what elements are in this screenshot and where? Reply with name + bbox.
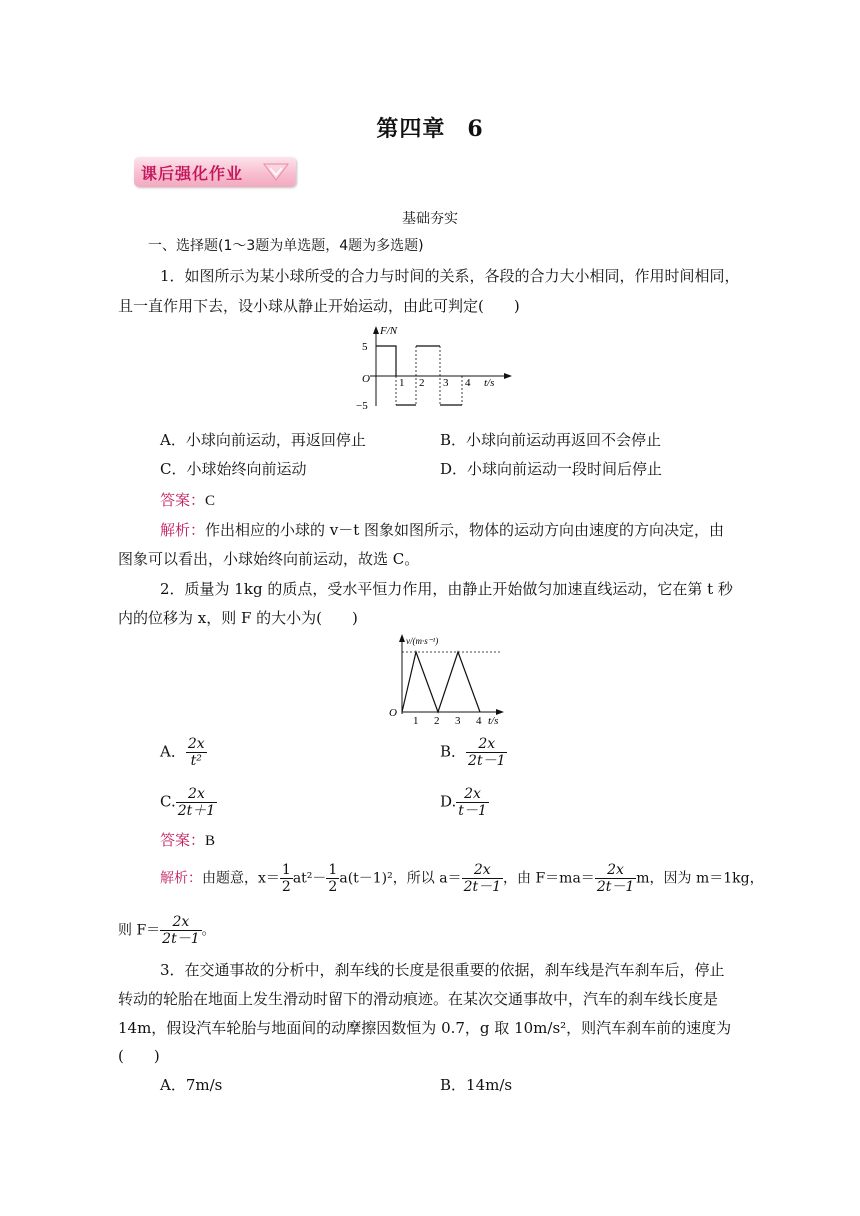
q1-y-tick: −5	[356, 400, 368, 412]
q1-explanation-line1	[160, 520, 724, 540]
answer-label: 答案：	[160, 491, 206, 509]
q2-option-b[interactable]	[440, 736, 507, 769]
q1-text-line2: 且一直作用下去，设小球从静止开始运动，由此可判定( )	[118, 297, 520, 315]
frac-num: 2x	[607, 862, 624, 878]
q2-text-line1: 2．质量为 1kg 的质点，受水平恒力作用，由静止开始做匀加速直线运动，它在第 t 秒	[160, 580, 733, 598]
option-label: A．	[160, 742, 186, 761]
explanation-text: m，因为 m＝1kg，	[636, 870, 764, 887]
q2-option-a[interactable]	[160, 736, 207, 769]
q2-x-tick: 2	[434, 715, 440, 726]
q1-x-axis-label: t/s	[484, 377, 495, 389]
frac-num: 2x	[473, 862, 491, 878]
q2-x-axis-label: t/s	[488, 715, 499, 726]
frac-den: 2t－1	[596, 879, 635, 895]
frac-num: 2x	[464, 786, 481, 802]
option-label: D.	[440, 792, 457, 811]
q2-option-d[interactable]	[440, 786, 489, 819]
frac-den: 2t－1	[468, 753, 506, 769]
explanation-text: 作出相应的小球的 v－t 图象如图所示，物体的运动方向由速度的方向决定，由	[205, 521, 725, 539]
q1-option-c[interactable]: C．小球始终向前运动	[160, 460, 307, 478]
answer-label: 答案：	[160, 831, 206, 849]
q1-answer	[160, 490, 215, 511]
q3-text-line4: ( )	[118, 1047, 160, 1065]
q1-origin: O	[362, 373, 370, 385]
part-heading: 一、选择题(1～3题为单选题，4题为多选题)	[148, 238, 424, 254]
explanation-text: 。	[201, 922, 216, 939]
frac-den: 2	[281, 879, 291, 895]
q1-x-tick: 2	[419, 377, 425, 389]
q1-option-b[interactable]: B．小球向前运动再返回不会停止	[440, 431, 662, 449]
q3-text-line3: 14m，假设汽车轮胎与地面间的动摩擦因数恒为 0.7，g 取 10m/s²，则汽车刹车前的速度为	[118, 1019, 732, 1037]
q2-option-c[interactable]	[160, 786, 217, 819]
q1-x-tick: 4	[465, 377, 471, 389]
explanation-text: 则 F＝	[118, 922, 161, 939]
frac-num: 1	[281, 862, 291, 878]
explanation-text: 由题意，x＝	[202, 870, 280, 887]
q2-x-tick: 3	[455, 715, 461, 726]
answer-value: C	[205, 493, 216, 509]
q2-x-tick: 1	[413, 715, 419, 726]
chapter-label: 第四章	[376, 116, 446, 142]
frac-num: 1	[328, 862, 338, 878]
explanation-text: at²－	[292, 870, 327, 887]
frac-den: t－1	[458, 803, 487, 819]
explanation-text: a(t－1)²，所以 a＝	[339, 870, 462, 887]
explanation-label: 解析：	[160, 521, 206, 539]
explanation-text: ，由 F＝ma＝	[503, 870, 595, 887]
q1-x-tick: 1	[399, 377, 405, 389]
q1-explanation-line2: 图象可以看出，小球始终向前运动，故选 C。	[118, 550, 420, 568]
q2-explanation-line2	[118, 914, 216, 947]
q2-explanation-line1	[160, 862, 764, 895]
badge-label: 课后强化作业	[141, 164, 244, 183]
q2-origin: O	[389, 707, 397, 719]
q2-answer	[160, 830, 215, 851]
frac-den: 2t＋1	[177, 803, 216, 819]
q1-y-tick: 5	[362, 341, 368, 353]
frac-den: 2	[328, 879, 338, 895]
frac-num: 2x	[172, 914, 190, 930]
q2-y-axis-label: v/(m·s⁻¹)	[406, 636, 439, 646]
frac-num: 2x	[478, 736, 496, 752]
explanation-label: 解析：	[160, 870, 202, 887]
q2-x-tick: 4	[476, 715, 482, 726]
frac-den: 2t－1	[162, 931, 200, 947]
q1-force-time-graph	[348, 322, 518, 418]
q3-option-b[interactable]: B．14m/s	[440, 1076, 513, 1094]
frac-num: 2x	[187, 736, 205, 752]
frac-den: t²	[186, 752, 207, 769]
frac-num: 2x	[188, 786, 205, 802]
q1-option-d[interactable]: D．小球向前运动一段时间后停止	[440, 460, 663, 478]
badge-arrow-icon	[262, 162, 290, 182]
q3-text-line2: 转动的轮胎在地面上发生滑动时留下的滑动痕迹。在某次交通事故中，汽车的刹车线长度是	[118, 990, 719, 1008]
q1-y-axis-label: F/N	[380, 325, 398, 337]
answer-value: B	[205, 833, 216, 849]
chapter-title	[0, 112, 860, 143]
frac-den: 2t－1	[463, 879, 502, 895]
q2-text-line2: 内的位移为 x，则 F 的大小为( )	[118, 609, 358, 627]
lesson-number: 6	[467, 116, 484, 142]
q3-option-a[interactable]: A．7m/s	[160, 1076, 223, 1094]
option-label: B．	[440, 742, 467, 761]
q1-option-a[interactable]: A．小球向前运动，再返回停止	[160, 431, 366, 449]
q1-x-tick: 3	[443, 377, 449, 389]
section-title: 基础夯实	[402, 211, 458, 227]
homework-badge	[134, 157, 296, 187]
q3-text-line1: 3．在交通事故的分析中，刹车线的长度是很重要的依据，刹车线是汽车刹车后，停止	[160, 961, 725, 979]
option-label: C.	[160, 792, 176, 811]
q2-velocity-time-graph	[382, 632, 512, 726]
q1-text-line1: 1．如图所示为某小球所受的合力与时间的关系，各段的合力大小相同，作用时间相同，	[160, 267, 740, 285]
